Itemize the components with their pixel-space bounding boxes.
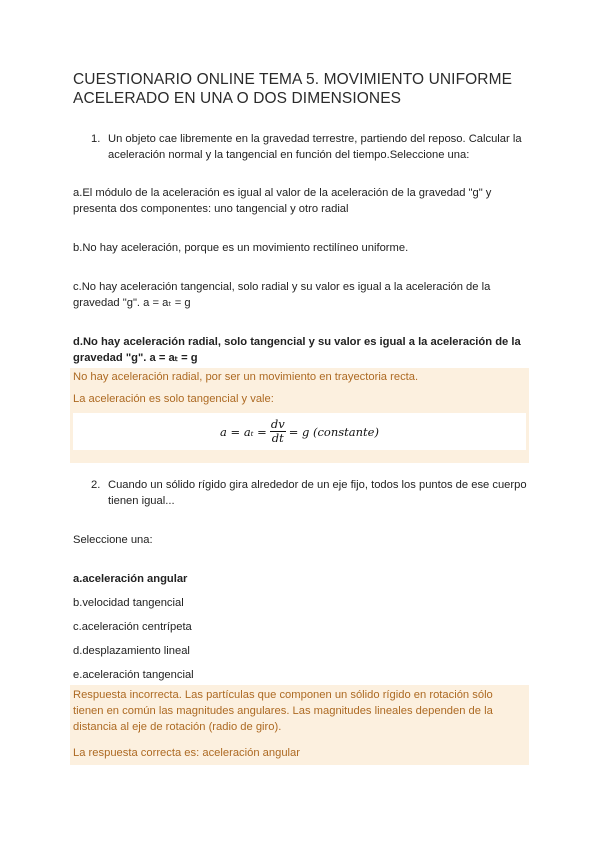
feedback-line: La aceleración es solo tangencial y vale:	[73, 393, 274, 405]
q1-option-a[interactable]: a.El módulo de la aceleración es igual al valor de la aceleración de la gravedad "g" y presenta dos componentes: uno tangencial y otro radial	[73, 187, 492, 215]
question-number: 1.	[91, 133, 101, 145]
feedback-line: tienen en común las magnitudes angulares. Las magnitudes lineales dependen de la	[73, 705, 493, 717]
question-text: Un objeto cae libremente en la gravedad terrestre, partiendo del reposo. Calcular la aceleración normal y la tangencial en función del tiempo.Seleccione una:	[108, 133, 522, 161]
feedback-line: distancia al eje de rotación (radio de giro).	[73, 721, 282, 733]
q2-option-a[interactable]: a.aceleración angular	[73, 573, 188, 585]
question-number: 2.	[91, 479, 101, 491]
q2-prompt: Seleccione una:	[73, 534, 153, 546]
formula-rhs: = g (constante)	[288, 424, 379, 439]
question-2	[91, 477, 531, 509]
formula-lhs: a = aₜ =	[220, 424, 267, 439]
q2-option-e[interactable]: e.aceleración tangencial	[73, 669, 194, 681]
question-text: Cuando un sólido rígido gira alrededor de un eje fijo, todos los puntos de ese cuerpo tienen igual...	[108, 479, 527, 507]
q2-option-d[interactable]: d.desplazamiento lineal	[73, 645, 190, 657]
q2-option-c[interactable]: c.aceleración centrípeta	[73, 621, 192, 633]
q2-option-b[interactable]: b.velocidad tangencial	[73, 597, 184, 609]
q1-option-b[interactable]: b.No hay aceleración, porque es un movimiento rectilíneo uniforme.	[73, 242, 409, 254]
formula-numerator: dv	[270, 417, 285, 431]
q1-option-c[interactable]: c.No hay aceleración tangencial, solo radial y su valor es igual a la aceleración de la gravedad "g". a = aₜ = g	[73, 281, 491, 309]
feedback-line: La respuesta correcta es: aceleración angular	[73, 747, 300, 759]
question-1	[91, 131, 531, 163]
feedback-line: Respuesta incorrecta. Las partículas que componen un sólido rígido en rotación sólo	[73, 689, 493, 701]
q1-option-d[interactable]: d.No hay aceleración radial, solo tangencial y su valor es igual a la aceleración de la gravedad "g". a = aₜ = g	[73, 336, 521, 364]
q1-feedback	[70, 368, 529, 463]
formula-denominator: dt	[271, 431, 284, 445]
q2-feedback	[70, 685, 529, 765]
formula	[73, 413, 526, 450]
formula-fraction	[270, 418, 286, 445]
feedback-line: No hay aceleración radial, por ser un movimiento en trayectoria recta.	[73, 371, 419, 383]
page-title: CUESTIONARIO ONLINE TEMA 5. MOVIMIENTO UNIFORME ACELERADO EN UNA O DOS DIMENSIONES	[73, 71, 513, 107]
